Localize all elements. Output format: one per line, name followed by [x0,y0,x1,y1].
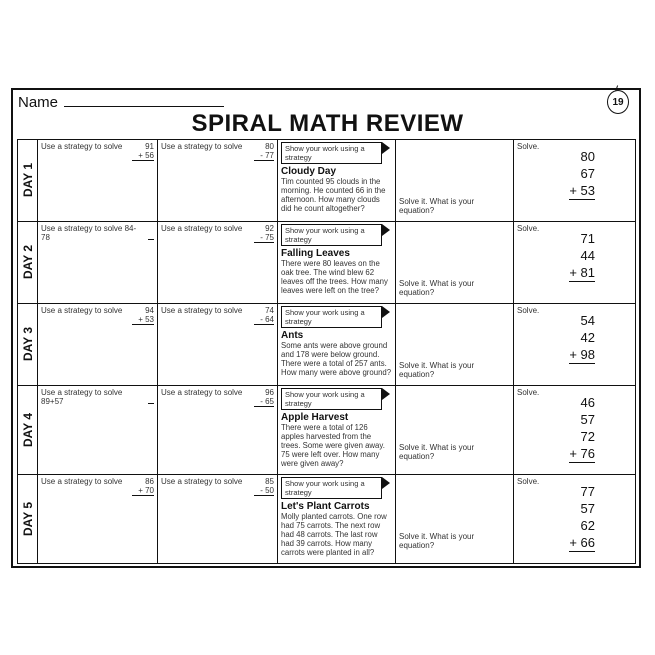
page-title: SPIRAL MATH REVIEW [191,110,464,137]
word-problem-cell[interactable] [278,385,396,474]
name-row [18,94,224,111]
solve-label: Solve. [517,223,540,233]
word-problem-cell[interactable] [278,303,396,385]
vertical-problem [148,224,154,242]
day-row [18,303,636,385]
strategy-problem-2[interactable] [158,303,278,385]
addition-cell[interactable] [514,303,636,385]
word-problem-title: Cloudy Day [281,166,337,177]
vertical-problem [132,306,154,325]
bottom-number: + 56 [132,151,154,161]
problem-text: Use a strategy to solve [41,476,123,486]
addition-cell[interactable] [514,474,636,563]
addition-cell[interactable] [514,221,636,303]
word-problem-text: There were a total of 126 apples harvested from the trees. Some were given away. 75 were left over. How many were given away? [281,422,385,468]
addition-cell[interactable] [514,140,636,222]
equation-prompt: Solve it. What is your equation? [399,197,475,215]
equation-prompt: Solve it. What is your equation? [399,278,475,297]
equation-cell[interactable] [396,303,514,385]
addend: + 66 [569,534,595,550]
column-addition [569,483,595,552]
strategy-arrow-banner: Show your work using a strategy [281,477,382,499]
day-label: DAY 3 [20,327,35,362]
bottom-number: + 53 [132,315,154,325]
addend: 77 [580,483,595,499]
addition-cell[interactable] [514,385,636,474]
column-addition [569,312,595,364]
addend: + 98 [569,346,595,362]
day-row [18,140,636,222]
solve-label: Solve. [517,305,540,315]
day-label: DAY 4 [20,412,35,447]
addend: 42 [580,329,595,345]
day-row [18,385,636,474]
problem-text: Use a strategy to solve [161,305,243,315]
word-problem-text: Tim counted 95 clouds in the morning. He counted 66 in the afternoon. How many clouds did he count altogether? [281,177,386,213]
top-number: 80 [265,142,274,151]
equation-cell[interactable] [396,140,514,222]
vertical-problem [254,142,274,161]
problem-text: Use a strategy to solve [41,305,123,315]
problem-text: Use a strategy to solve 84-78 [41,223,137,242]
word-problem-text: There were 80 leaves on the oak tree. The wind blew 62 leaves off the trees. How many leaves were left on the tree? [281,258,388,295]
day-label: DAY 5 [20,501,35,536]
word-problem-text: Some ants were above ground and 178 were below ground. There were a total of 257 ants. How many were above ground? [281,340,392,377]
bottom-number: - 50 [254,486,274,496]
bottom-number: - 77 [254,151,274,161]
column-addition [569,148,595,200]
problem-text: Use a strategy to solve [161,142,243,151]
addend: + 53 [569,183,595,198]
column-addition [569,394,595,463]
top-number: 92 [265,223,274,233]
vertical-problem [132,142,154,161]
bottom-number: - 75 [254,233,274,243]
strategy-arrow-banner: Show your work using a strategy [281,224,382,246]
problem-text: Use a strategy to solve [161,476,243,486]
addend: 67 [580,166,595,181]
day-label-cell [18,474,38,563]
top-number: 94 [145,305,154,315]
top-number: 86 [145,476,154,486]
vertical-problem [254,388,274,407]
solve-label: Solve. [517,476,540,486]
strategy-problem-2[interactable] [158,385,278,474]
strategy-problem-1[interactable] [38,140,158,222]
day-label: DAY 2 [20,245,35,280]
day-label-cell [18,140,38,222]
day-label-cell [18,385,38,474]
bottom-number [148,403,154,404]
strategy-problem-2[interactable] [158,474,278,563]
vertical-problem [132,477,154,496]
top-number: 74 [265,305,274,315]
equation-prompt: Solve it. What is your equation? [399,442,475,461]
bottom-number: + 70 [132,486,154,496]
addend: 44 [580,247,595,263]
equation-cell[interactable] [396,221,514,303]
word-problem-title: Apple Harvest [281,411,349,423]
addend: 62 [580,517,595,533]
addend: 71 [580,230,595,246]
strategy-problem-2[interactable] [158,221,278,303]
addend: 57 [580,411,595,427]
top-number: 91 [145,142,154,151]
addend: 80 [580,149,595,164]
page-number: 19 [612,96,624,108]
day-row [18,221,636,303]
solve-label: Solve. [517,387,540,397]
word-problem-title: Let's Plant Carrots [281,500,370,512]
day-label: DAY 1 [20,163,35,198]
problem-text: Use a strategy to solve [161,387,243,397]
bottom-number [148,239,154,240]
word-problem-title: Falling Leaves [281,247,350,259]
top-number: 85 [265,476,274,486]
problem-text: Use a strategy to solve 89+57 [41,387,123,406]
equation-prompt: Solve it. What is your equation? [399,360,475,379]
strategy-problem-1[interactable] [38,474,158,563]
addend: 72 [580,428,595,444]
strategy-arrow-banner: Show your work using a strategy [281,306,382,328]
top-number: 96 [265,387,274,397]
day-label-cell [18,303,38,385]
vertical-problem [148,388,154,406]
bottom-number: - 65 [254,397,274,407]
day-row [18,474,636,563]
addend: 46 [580,394,595,410]
equation-cell[interactable] [396,474,514,563]
strategy-problem-1[interactable] [38,221,158,303]
equation-prompt: Solve it. What is your equation? [399,531,475,550]
word-problem-cell[interactable] [278,221,396,303]
vertical-problem [254,477,274,496]
addend: 57 [580,500,595,516]
review-grid [17,139,636,564]
word-problem-title: Ants [281,329,304,341]
strategy-arrow-banner: Show your work using a strategy [281,142,382,164]
strategy-problem-2[interactable] [158,140,278,222]
problem-text: Use a strategy to solve [161,223,243,233]
column-addition [569,230,595,282]
addend: 54 [580,312,595,328]
addend: + 76 [569,445,595,461]
strategy-problem-1[interactable] [38,303,158,385]
word-problem-text: Molly planted carrots. One row had 75 carrots. The next row had 48 carrots. The last row had 39 carrots. How many carrots were planted in all? [281,511,387,557]
word-problem-cell[interactable] [278,474,396,563]
vertical-problem [254,306,274,325]
name-label: Name [18,94,59,111]
word-problem-cell[interactable] [278,140,396,222]
strategy-arrow-banner: Show your work using a strategy [281,388,382,410]
solve-label: Solve. [517,142,540,151]
addend: + 81 [569,264,595,280]
day-label-cell [18,221,38,303]
vertical-problem [254,224,274,243]
name-field[interactable] [64,106,224,107]
bottom-number: - 64 [254,315,274,325]
problem-text: Use a strategy to solve [41,142,123,151]
strategy-problem-1[interactable] [38,385,158,474]
equation-cell[interactable] [396,385,514,474]
